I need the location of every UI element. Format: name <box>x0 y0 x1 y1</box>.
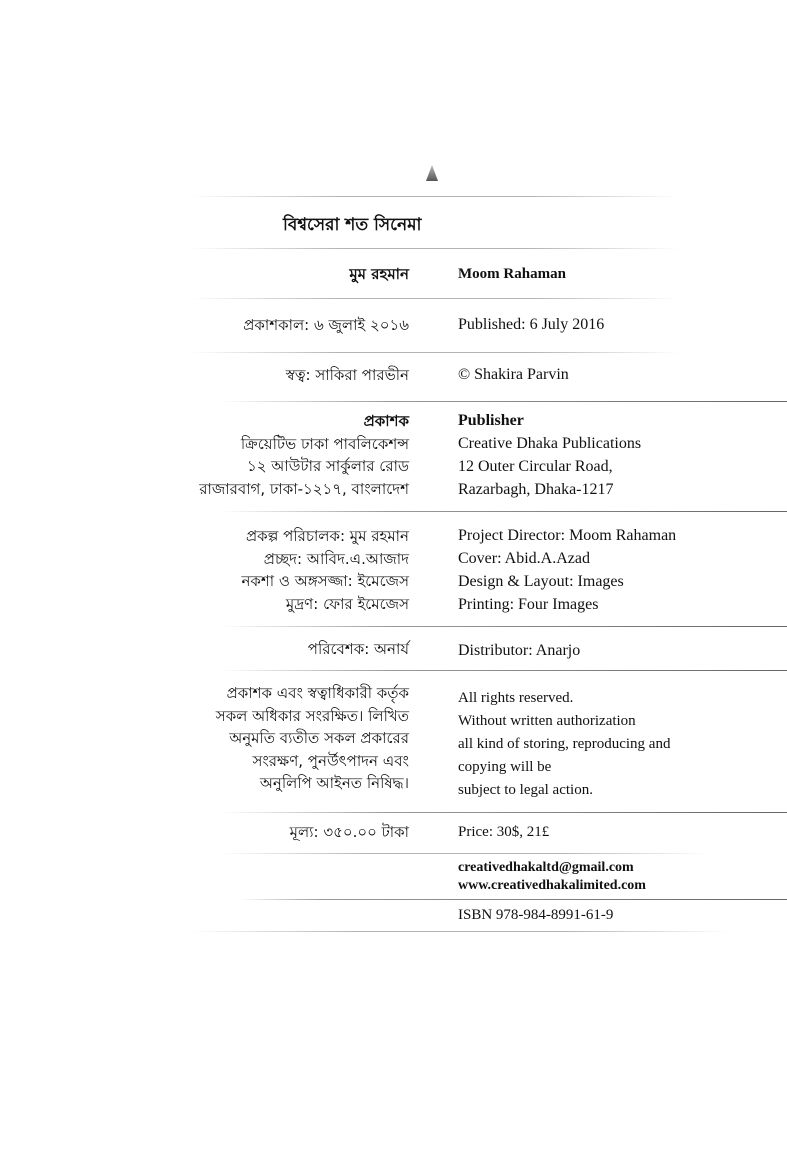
credit-director-en: Project Director: Moom Rahaman <box>458 527 677 544</box>
rights-bn-line: সংরক্ষণ, পুনর্উৎপাদন এবং <box>252 751 409 770</box>
divider <box>220 626 787 627</box>
credits-bn <box>241 525 409 615</box>
publisher-city-en: Razarbagh, Dhaka-1217 <box>458 481 614 498</box>
book-title: বিশ্বসেরা শত সিনেমা <box>283 215 422 235</box>
price-bn: মূল্য: ৩৫০.০০ টাকা <box>289 823 409 841</box>
credit-cover-bn: প্রচ্ছদ: আবিদ.এ.আজাদ <box>263 549 409 568</box>
credit-printing-bn: মুদ্রণ: ফোর ইমেজেস <box>285 594 409 613</box>
rights-en <box>458 687 670 802</box>
published-en: Published: 6 July 2016 <box>458 316 605 333</box>
divider <box>220 812 787 813</box>
distributor-en: Distributor: Anarjo <box>458 642 581 659</box>
publisher-heading-en: Publisher <box>458 412 524 429</box>
isbn: ISBN 978-984-8991-61-9 <box>458 907 614 923</box>
credit-printing-en: Printing: Four Images <box>458 596 599 613</box>
triangle-logo-icon <box>426 165 438 181</box>
rights-bn-line: অনুলিপি আইনত নিষিদ্ধ। <box>259 774 409 792</box>
rights-bn <box>216 682 409 795</box>
rights-en-line: all kind of storing, reproducing and <box>458 736 671 752</box>
website-url: www.creativedhakalimited.com <box>458 878 646 893</box>
credit-director-bn: প্রকল্প পরিচালক: মুম রহমান <box>245 527 409 545</box>
divider <box>220 401 787 402</box>
rights-en-line: copying will be <box>458 759 552 775</box>
contact <box>458 859 646 895</box>
rights-bn-line: সকল অধিকার সংরক্ষিত। লিখিত <box>215 706 409 725</box>
credit-cover-en: Cover: Abid.A.Azad <box>458 550 590 567</box>
divider <box>220 853 707 854</box>
divider <box>190 248 680 249</box>
credit-design-en: Design & Layout: Images <box>458 573 624 590</box>
rights-bn-line: প্রকাশক এবং স্বত্বাধিকারী কর্তৃক <box>226 684 409 702</box>
divider <box>240 899 787 900</box>
author-en: Moom Rahaman <box>458 266 566 282</box>
divider <box>190 931 730 932</box>
publisher-bn <box>199 410 409 500</box>
divider <box>190 352 680 353</box>
publisher-city-bn: রাজারবাগ, ঢাকা-১২১৭, বাংলাদেশ <box>199 479 409 498</box>
credit-design-bn: নকশা ও অঙ্গসজ্জা: ইমেজেস <box>241 572 409 590</box>
divider <box>220 511 787 512</box>
publisher-name-en: Creative Dhaka Publications <box>458 435 642 452</box>
rights-en-line: Without written authorization <box>458 713 636 729</box>
author-bn: মুম রহমান <box>349 265 409 283</box>
copyright-en: © Shakira Parvin <box>458 366 569 383</box>
publisher-en <box>458 409 641 501</box>
copyright-bn: স্বত্ব: সাকিরা পারভীন <box>285 366 409 384</box>
divider <box>190 298 680 299</box>
distributor-bn: পরিবেশক: অনার্য <box>307 640 409 658</box>
publisher-name-bn: ক্রিয়েটিভ ঢাকা পাবলিকেশন্স <box>240 434 409 453</box>
publisher-address-bn: ১২ আউটার সার্কুলার রোড <box>246 457 409 475</box>
price-en: Price: 30$, 21£ <box>458 824 550 840</box>
publisher-address-en: 12 Outer Circular Road, <box>458 458 613 475</box>
credits-en <box>458 524 676 616</box>
email-address: creativedhakaltd@gmail.com <box>458 860 634 875</box>
rights-en-line: subject to legal action. <box>458 782 593 798</box>
publisher-heading-bn: প্রকাশক <box>363 412 409 430</box>
rights-en-line: All rights reserved. <box>458 690 574 706</box>
published-bn: প্রকাশকাল: ৬ জুলাই ২০১৬ <box>243 316 409 334</box>
divider <box>220 670 787 671</box>
rights-bn-line: অনুমতি ব্যতীত সকল প্রকারের <box>229 729 409 747</box>
divider <box>190 196 680 197</box>
